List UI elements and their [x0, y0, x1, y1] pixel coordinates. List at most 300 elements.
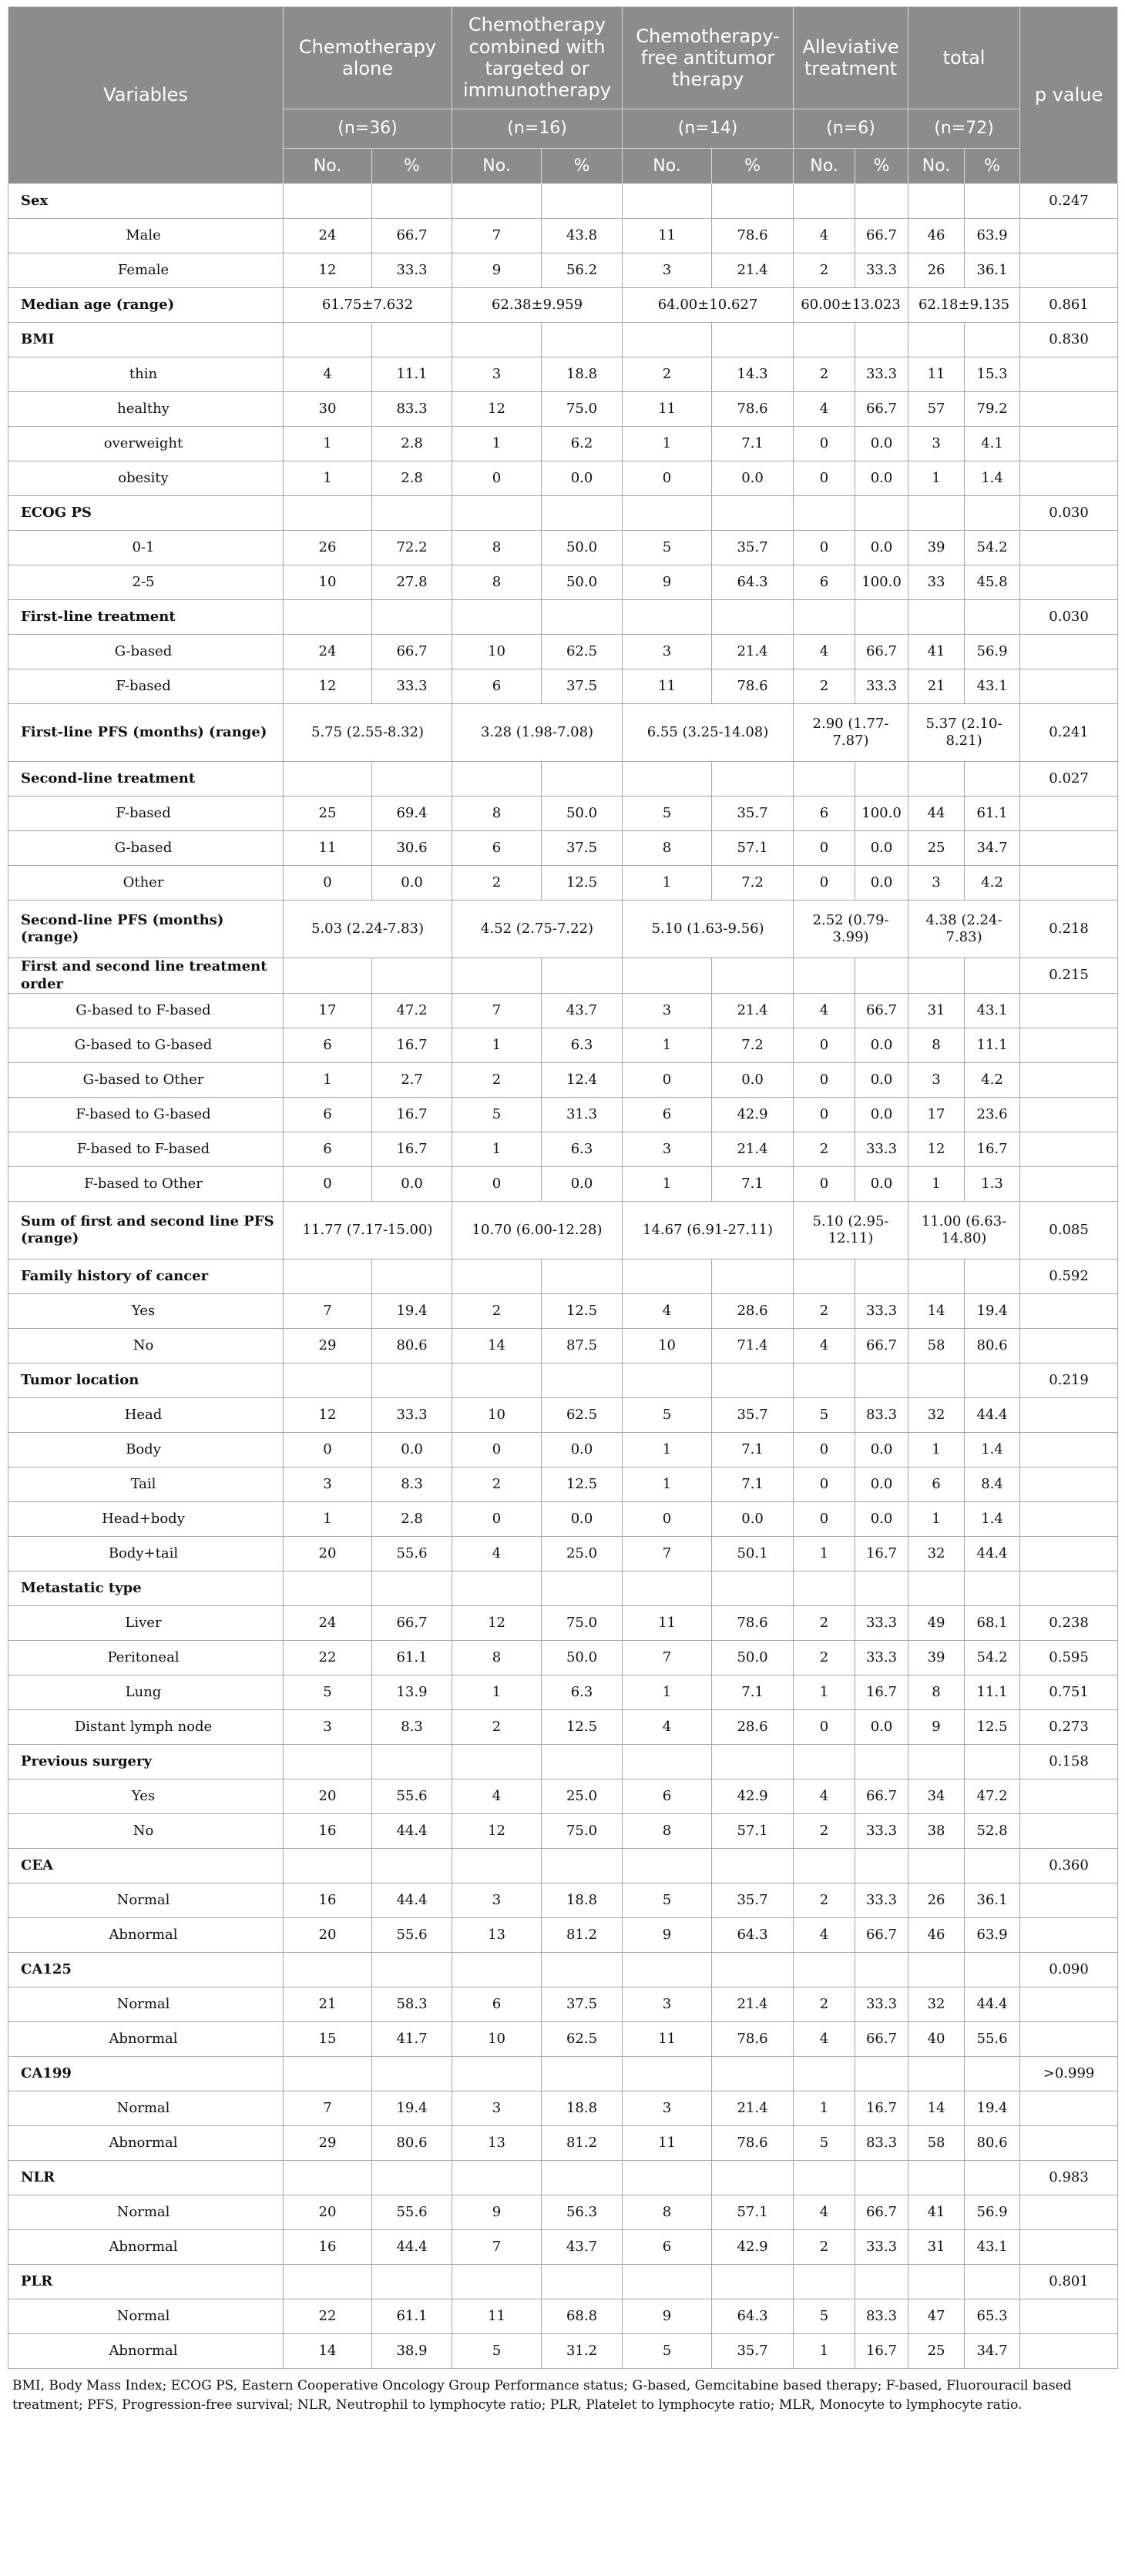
table-row [8, 1132, 1118, 1167]
empty-cell [372, 600, 452, 635]
count-cell: 5 [623, 797, 712, 831]
table-row [8, 704, 1118, 762]
p-value-cell [1020, 1814, 1118, 1849]
count-cell: 8 [452, 565, 542, 600]
empty-cell [794, 496, 855, 531]
count-cell: 4 [794, 2195, 855, 2230]
empty-cell [452, 958, 542, 994]
empty-cell [623, 184, 712, 219]
percent-cell: 8.3 [372, 1467, 452, 1502]
row-label-text: Head+body [102, 1510, 185, 1527]
empty-cell [623, 1259, 712, 1294]
percent-cell: 12.4 [542, 1063, 623, 1098]
percent-cell: 12.5 [542, 866, 623, 901]
count-cell: 8 [908, 1675, 965, 1710]
table-row [8, 994, 1118, 1028]
row-label [8, 357, 284, 392]
empty-cell [284, 323, 372, 357]
count-cell: 8 [623, 831, 712, 866]
empty-cell [542, 1849, 623, 1883]
count-cell: 17 [908, 1098, 965, 1132]
count-cell: 4 [794, 1329, 855, 1363]
percent-cell: 63.9 [965, 219, 1020, 253]
percent-cell: 33.3 [372, 669, 452, 704]
percent-cell: 43.7 [542, 2230, 623, 2265]
p-value-cell [1020, 1098, 1118, 1132]
percent-cell: 44.4 [965, 1398, 1020, 1433]
merged-value-cell: 62.18±9.135 [908, 288, 1020, 323]
count-cell: 3 [284, 1710, 372, 1745]
percent-cell: 56.2 [542, 253, 623, 288]
count-cell: 1 [284, 461, 372, 496]
percent-cell: 23.6 [965, 1098, 1020, 1132]
empty-cell [372, 184, 452, 219]
row-label [8, 635, 284, 669]
row-label-text: Tail [130, 1475, 156, 1492]
empty-cell [623, 2057, 712, 2091]
percent-cell: 79.2 [965, 392, 1020, 427]
p-value-cell: 0.983 [1020, 2161, 1118, 2195]
table-row [8, 1063, 1118, 1098]
header-pct: % [965, 149, 1020, 184]
percent-cell: 0.0 [372, 1167, 452, 1202]
count-cell: 7 [452, 994, 542, 1028]
count-cell: 4 [794, 635, 855, 669]
table-row [8, 2022, 1118, 2057]
merged-value-cell: 10.70 (6.00-12.28) [452, 1202, 623, 1259]
row-label: Tumor location [8, 1363, 284, 1398]
count-cell: 3 [452, 357, 542, 392]
percent-cell: 66.7 [855, 635, 908, 669]
count-cell: 1 [623, 1028, 712, 1063]
header-n-5: (n=72) [908, 109, 1020, 149]
header-pct: % [542, 149, 623, 184]
empty-cell [542, 184, 623, 219]
p-value-cell [1020, 2230, 1118, 2265]
percent-cell: 12.5 [542, 1710, 623, 1745]
empty-cell [712, 1745, 794, 1779]
empty-cell [284, 184, 372, 219]
count-cell: 7 [623, 1641, 712, 1675]
count-cell: 5 [623, 2334, 712, 2369]
table-row [8, 427, 1118, 461]
category-row [8, 2161, 1118, 2195]
empty-cell [372, 1745, 452, 1779]
p-value-cell: 0.219 [1020, 1363, 1118, 1398]
count-cell: 10 [452, 1398, 542, 1433]
count-cell: 14 [908, 1294, 965, 1329]
row-label [8, 994, 284, 1028]
header-no: No. [794, 149, 855, 184]
count-cell: 46 [908, 219, 965, 253]
count-cell: 4 [794, 1918, 855, 1953]
empty-cell [712, 1259, 794, 1294]
count-cell: 5 [452, 2334, 542, 2369]
percent-cell: 16.7 [855, 1675, 908, 1710]
count-cell: 12 [284, 1398, 372, 1433]
percent-cell: 66.7 [855, 1779, 908, 1814]
empty-cell [908, 1259, 965, 1294]
percent-cell: 16.7 [372, 1028, 452, 1063]
empty-cell [452, 762, 542, 797]
percent-cell: 16.7 [855, 2334, 908, 2369]
p-value-cell: 0.030 [1020, 600, 1118, 635]
percent-cell: 80.6 [372, 2126, 452, 2161]
header-group-2: Chemotherapy combined with targeted or immunotherapy [452, 7, 623, 109]
count-cell: 6 [284, 1132, 372, 1167]
count-cell: 4 [794, 994, 855, 1028]
count-cell: 11 [623, 392, 712, 427]
empty-cell [794, 1953, 855, 1987]
count-cell: 7 [623, 1537, 712, 1571]
count-cell: 58 [908, 1329, 965, 1363]
count-cell: 25 [284, 797, 372, 831]
row-label: Previous surgery [8, 1745, 284, 1779]
header-no: No. [623, 149, 712, 184]
percent-cell: 37.5 [542, 669, 623, 704]
empty-cell [712, 600, 794, 635]
empty-cell [542, 1259, 623, 1294]
row-label-text: Normal [116, 2203, 170, 2220]
empty-cell [965, 2161, 1020, 2195]
count-cell: 8 [452, 531, 542, 565]
table-row [8, 253, 1118, 288]
percent-cell: 66.7 [855, 2022, 908, 2057]
row-label: First-line treatment [8, 600, 284, 635]
empty-cell [794, 600, 855, 635]
percent-cell: 19.4 [372, 2091, 452, 2126]
empty-cell [372, 1571, 452, 1606]
row-label [8, 669, 284, 704]
percent-cell: 50.0 [712, 1641, 794, 1675]
table-row [8, 357, 1118, 392]
p-value-cell [1020, 1502, 1118, 1537]
count-cell: 1 [908, 1167, 965, 1202]
empty-cell [542, 323, 623, 357]
count-cell: 0 [284, 866, 372, 901]
table-row [8, 2195, 1118, 2230]
count-cell: 16 [284, 2230, 372, 2265]
percent-cell: 18.8 [542, 2091, 623, 2126]
count-cell: 8 [623, 1814, 712, 1849]
count-cell: 5 [623, 1883, 712, 1918]
percent-cell: 44.4 [372, 2230, 452, 2265]
percent-cell: 61.1 [965, 797, 1020, 831]
row-label [8, 866, 284, 901]
table-row [8, 1883, 1118, 1918]
empty-cell [855, 1571, 908, 1606]
empty-cell [965, 184, 1020, 219]
percent-cell: 0.0 [855, 1433, 908, 1467]
empty-cell [855, 958, 908, 994]
count-cell: 2 [623, 357, 712, 392]
category-row [8, 2057, 1118, 2091]
empty-cell [965, 1259, 1020, 1294]
row-label-text: Other [123, 874, 164, 891]
empty-cell [623, 2161, 712, 2195]
row-label-text: Male [126, 226, 161, 243]
row-label [8, 1710, 284, 1745]
empty-cell [965, 1363, 1020, 1398]
percent-cell: 66.7 [855, 2195, 908, 2230]
row-label [8, 1167, 284, 1202]
count-cell: 3 [623, 994, 712, 1028]
percent-cell: 1.4 [965, 1433, 1020, 1467]
row-label: ECOG PS [8, 496, 284, 531]
count-cell: 30 [284, 392, 372, 427]
count-cell: 1 [452, 1675, 542, 1710]
count-cell: 3 [623, 1132, 712, 1167]
empty-cell [372, 2057, 452, 2091]
count-cell: 7 [284, 1294, 372, 1329]
table-row [8, 1294, 1118, 1329]
empty-cell [908, 1363, 965, 1398]
percent-cell: 100.0 [855, 565, 908, 600]
empty-cell [712, 184, 794, 219]
percent-cell: 69.4 [372, 797, 452, 831]
table-row [8, 1202, 1118, 1259]
percent-cell: 6.3 [542, 1028, 623, 1063]
p-value-cell [1020, 797, 1118, 831]
percent-cell: 68.1 [965, 1606, 1020, 1641]
empty-cell [908, 323, 965, 357]
row-label-text: Yes [131, 1302, 156, 1319]
empty-cell [284, 1363, 372, 1398]
percent-cell: 56.9 [965, 635, 1020, 669]
percent-cell: 0.0 [712, 1502, 794, 1537]
count-cell: 11 [623, 2126, 712, 2161]
row-label-text: overweight [103, 434, 183, 451]
p-value-cell [1020, 531, 1118, 565]
count-cell: 0 [794, 831, 855, 866]
count-cell: 9 [623, 1918, 712, 1953]
percent-cell: 4.1 [965, 427, 1020, 461]
empty-cell [284, 1953, 372, 1987]
header-no: No. [284, 149, 372, 184]
percent-cell: 1.4 [965, 1502, 1020, 1537]
percent-cell: 8.3 [372, 1710, 452, 1745]
table-row [8, 1467, 1118, 1502]
empty-cell [542, 1571, 623, 1606]
header-group-5: total [908, 7, 1020, 109]
percent-cell: 75.0 [542, 1606, 623, 1641]
merged-value-cell: 2.90 (1.77-7.87) [794, 704, 908, 762]
row-label: Second-line treatment [8, 762, 284, 797]
count-cell: 8 [908, 1028, 965, 1063]
percent-cell: 81.2 [542, 2126, 623, 2161]
empty-cell [284, 2057, 372, 2091]
percent-cell: 12.5 [965, 1710, 1020, 1745]
row-label-text: Liver [125, 1614, 162, 1631]
count-cell: 24 [284, 219, 372, 253]
empty-cell [712, 1953, 794, 1987]
empty-cell [712, 762, 794, 797]
count-cell: 14 [284, 2334, 372, 2369]
empty-cell [372, 1259, 452, 1294]
percent-cell: 66.7 [855, 219, 908, 253]
percent-cell: 0.0 [372, 1433, 452, 1467]
category-row [8, 958, 1118, 994]
row-label: CA125 [8, 1953, 284, 1987]
row-label [8, 531, 284, 565]
count-cell: 1 [908, 1433, 965, 1467]
count-cell: 40 [908, 2022, 965, 2057]
percent-cell: 21.4 [712, 1987, 794, 2022]
merged-value-cell: 5.10 (2.95-12.11) [794, 1202, 908, 1259]
p-value-cell [1020, 635, 1118, 669]
percent-cell: 87.5 [542, 1329, 623, 1363]
count-cell: 1 [794, 2091, 855, 2126]
count-cell: 39 [908, 531, 965, 565]
percent-cell: 62.5 [542, 635, 623, 669]
percent-cell: 83.3 [855, 2126, 908, 2161]
count-cell: 41 [908, 635, 965, 669]
count-cell: 32 [908, 1987, 965, 2022]
empty-cell [623, 762, 712, 797]
count-cell: 20 [284, 1537, 372, 1571]
count-cell: 0 [284, 1167, 372, 1202]
merged-value-cell: 64.00±10.627 [623, 288, 794, 323]
empty-cell [855, 2057, 908, 2091]
percent-cell: 0.0 [712, 1063, 794, 1098]
row-label-text: No [133, 1337, 154, 1353]
row-label [8, 2022, 284, 2057]
table-footnote: BMI, Body Mass Index; ECOG PS, Eastern Cooperative Oncology Group Performance status; G-based, Gemcitabine based therapy; F-based, Fluorouracil based treatment; PFS, Progression-free survival; NLR, Neutrophil to lymphocyte ratio; PLR, Platelet to lymphocyte ratio; MLR, Monocyte to lymphocyte ratio. [12, 2378, 1072, 2413]
merged-value-cell: 5.37 (2.10-8.21) [908, 704, 1020, 762]
count-cell: 26 [908, 1883, 965, 1918]
count-cell: 3 [908, 427, 965, 461]
empty-cell [794, 1363, 855, 1398]
percent-cell: 56.3 [542, 2195, 623, 2230]
row-label-text: G-based to F-based [76, 1001, 211, 1018]
empty-cell [908, 1745, 965, 1779]
category-row [8, 1849, 1118, 1883]
row-label [8, 1132, 284, 1167]
count-cell: 31 [908, 994, 965, 1028]
percent-cell: 75.0 [542, 392, 623, 427]
table-row [8, 1675, 1118, 1710]
empty-cell [284, 1745, 372, 1779]
percent-cell: 42.9 [712, 1779, 794, 1814]
empty-cell [542, 762, 623, 797]
merged-value-cell: 60.00±13.023 [794, 288, 908, 323]
percent-cell: 83.3 [372, 392, 452, 427]
empty-cell [452, 1571, 542, 1606]
count-cell: 5 [794, 2126, 855, 2161]
percent-cell: 12.5 [542, 1294, 623, 1329]
table-container [8, 6, 1117, 2414]
header-pct: % [855, 149, 908, 184]
percent-cell: 55.6 [372, 1779, 452, 1814]
empty-cell [794, 323, 855, 357]
row-label-text: Head [124, 1406, 163, 1423]
empty-cell [542, 958, 623, 994]
p-value-cell: 0.830 [1020, 323, 1118, 357]
percent-cell: 80.6 [965, 2126, 1020, 2161]
percent-cell: 33.3 [855, 669, 908, 704]
percent-cell: 0.0 [855, 1167, 908, 1202]
empty-cell [623, 1571, 712, 1606]
percent-cell: 0.0 [855, 1028, 908, 1063]
empty-cell [908, 1953, 965, 1987]
row-label-text: 2-5 [132, 573, 155, 590]
percent-cell: 50.0 [542, 797, 623, 831]
percent-cell: 81.2 [542, 1918, 623, 1953]
empty-cell [372, 496, 452, 531]
percent-cell: 0.0 [855, 1710, 908, 1745]
empty-cell [542, 1745, 623, 1779]
count-cell: 2 [794, 669, 855, 704]
count-cell: 20 [284, 1779, 372, 1814]
row-label: Median age (range) [8, 288, 284, 323]
table-row [8, 2091, 1118, 2126]
percent-cell: 7.2 [712, 1028, 794, 1063]
table-body [8, 184, 1118, 2369]
table-row [8, 1537, 1118, 1571]
row-label: Sex [8, 184, 284, 219]
table-row [8, 1606, 1118, 1641]
count-cell: 0 [623, 461, 712, 496]
empty-cell [712, 2057, 794, 2091]
percent-cell: 64.3 [712, 2299, 794, 2334]
empty-cell [623, 496, 712, 531]
percent-cell: 31.3 [542, 1098, 623, 1132]
row-label [8, 2126, 284, 2161]
row-label [8, 1398, 284, 1433]
table-row [8, 288, 1118, 323]
category-row [8, 496, 1118, 531]
percent-cell: 0.0 [542, 461, 623, 496]
percent-cell: 15.3 [965, 357, 1020, 392]
percent-cell: 0.0 [855, 1502, 908, 1537]
table-row [8, 1779, 1118, 1814]
count-cell: 12 [452, 1606, 542, 1641]
percent-cell: 43.7 [542, 994, 623, 1028]
count-cell: 25 [908, 831, 965, 866]
row-label-text: obesity [118, 469, 169, 486]
count-cell: 11 [284, 831, 372, 866]
percent-cell: 55.6 [372, 2195, 452, 2230]
row-label-text: Peritoneal [107, 1649, 180, 1665]
empty-cell [908, 1849, 965, 1883]
row-label-text: Yes [131, 1787, 156, 1804]
percent-cell: 21.4 [712, 2091, 794, 2126]
percent-cell: 38.9 [372, 2334, 452, 2369]
p-value-cell: >0.999 [1020, 2057, 1118, 2091]
p-value-cell: 0.241 [1020, 704, 1118, 762]
empty-cell [372, 958, 452, 994]
count-cell: 3 [452, 2091, 542, 2126]
p-value-cell: 0.158 [1020, 1745, 1118, 1779]
table-row [8, 2334, 1118, 2369]
table-row [8, 2126, 1118, 2161]
count-cell: 10 [452, 2022, 542, 2057]
percent-cell: 66.7 [372, 635, 452, 669]
percent-cell: 33.3 [855, 1132, 908, 1167]
count-cell: 0 [623, 1502, 712, 1537]
percent-cell: 0.0 [855, 831, 908, 866]
percent-cell: 33.3 [855, 1641, 908, 1675]
empty-cell [855, 1363, 908, 1398]
p-value-cell [1020, 1132, 1118, 1167]
count-cell: 17 [284, 994, 372, 1028]
empty-cell [855, 1953, 908, 1987]
percent-cell: 47.2 [372, 994, 452, 1028]
count-cell: 0 [794, 1467, 855, 1502]
count-cell: 13 [452, 2126, 542, 2161]
count-cell: 1 [908, 1502, 965, 1537]
percent-cell: 63.9 [965, 1918, 1020, 1953]
